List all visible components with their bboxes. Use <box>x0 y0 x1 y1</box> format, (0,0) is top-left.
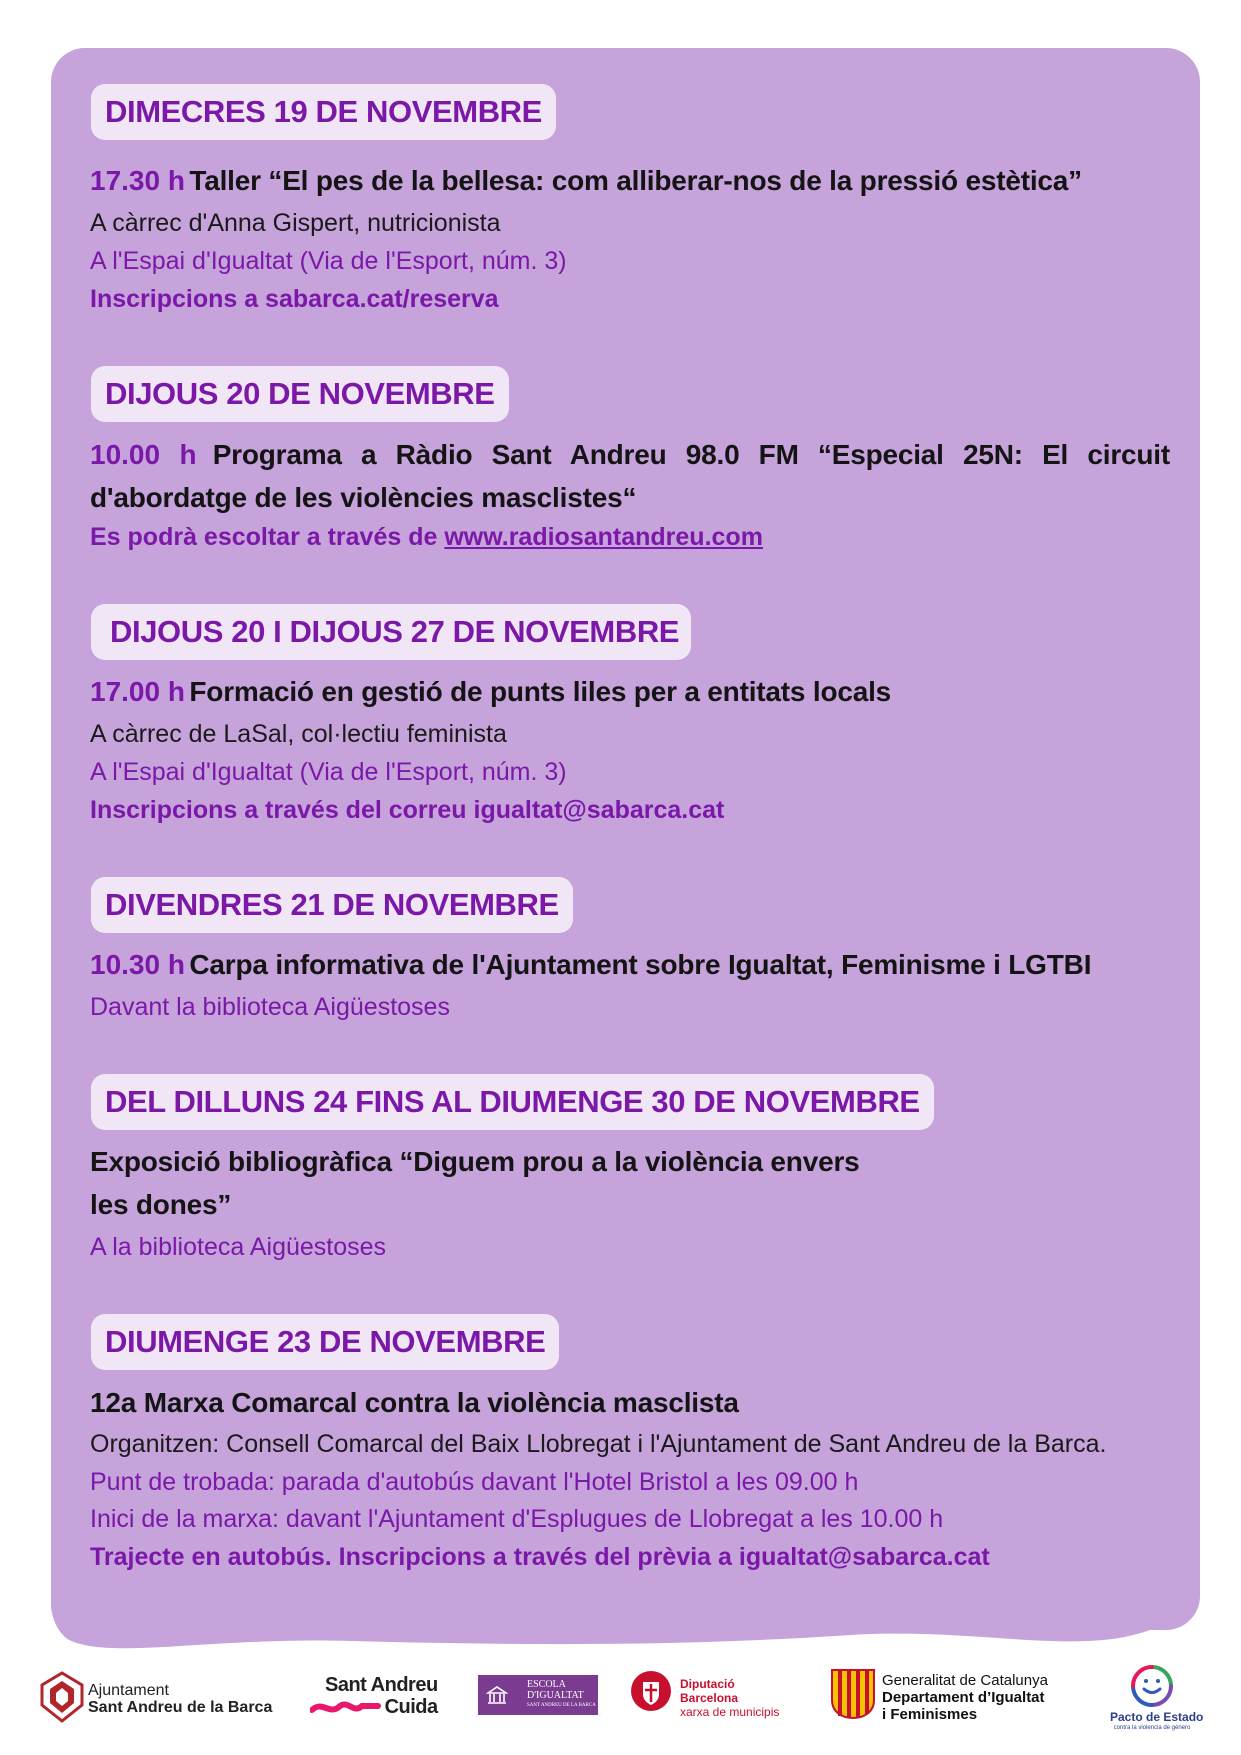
pacto-line1: Pacto de Estado <box>1110 1710 1204 1724</box>
escola-line1: ESCOLA <box>527 1679 566 1690</box>
pacto-estado-circle-icon <box>1128 1663 1176 1709</box>
event-heading <box>90 165 1082 197</box>
escola-igualtat-text <box>527 1679 596 1710</box>
pacto-line2: contra la violencia de género <box>1113 1725 1191 1731</box>
event-heading <box>90 676 891 708</box>
event-organizers: Organitzen: Consell Comarcal del Baix Llobregat i l'Ajuntament de Sant Andreu de la Barca. <box>90 1430 1107 1458</box>
escola-line3: SANT ANDREU DE LA BARCA <box>527 1703 596 1708</box>
event-title-continued: les dones” <box>90 1189 232 1220</box>
date-badge: DIVENDRES 21 DE NOVEMBRE <box>91 877 573 933</box>
event-meeting-point: Punt de trobada: parada d'autobús davant l'Hotel Bristol a les 09.00 h <box>90 1468 859 1496</box>
event-place: A la biblioteca Aigüestoses <box>90 1233 387 1261</box>
event-title: 12a Marxa Comarcal contra la violència masclista <box>90 1387 739 1418</box>
cuida-line1: Sant Andreu <box>325 1674 438 1696</box>
event-time: 17.30 h <box>90 165 185 196</box>
event-start-point: Inici de la marxa: davant l'Ajuntament d'Esplugues de Llobregat a les 10.00 h <box>90 1505 944 1533</box>
ajuntament-shield-icon <box>40 1671 84 1723</box>
panel-wave-bottom <box>51 1585 1200 1665</box>
date-badge: DIJOUS 20 I DIJOUS 27 DE NOVEMBRE <box>91 604 691 660</box>
diputacio-line2: Barcelona <box>680 1691 739 1705</box>
event-title: Programa a Ràdio Sant Andreu 98.0 FM “Especial 25N: El circuit <box>212 439 1170 470</box>
listen-prefix: Es podrà escoltar a través de <box>90 523 445 551</box>
event-time: 10.00 h <box>90 439 197 470</box>
date-badge: DIUMENGE 23 DE NOVEMBRE <box>91 1314 559 1370</box>
generalitat-line2: Departament d’Igualtat <box>882 1689 1045 1706</box>
event-listen <box>90 523 763 552</box>
event-title-continued: d'abordatge de les violències masclistes“ <box>90 482 637 513</box>
diputacio-line3: xarxa de municipis <box>680 1705 780 1719</box>
ajuntament-line2: Sant Andreu de la Barca <box>88 1699 273 1716</box>
event-title: Carpa informativa de l'Ajuntament sobre Igualtat, Feminisme i LGTBI <box>189 949 1092 980</box>
event-title: Exposició bibliogràfica “Diguem prou a la violència envers <box>90 1146 860 1177</box>
event-registration[interactable]: Inscripcions a través del correu igualtat@sabarca.cat <box>90 796 725 824</box>
radio-link[interactable]: www.radiosantandreu.com <box>444 523 763 551</box>
event-registration[interactable]: Inscripcions a sabarca.cat/reserva <box>90 285 499 313</box>
event-time: 17.00 h <box>90 676 185 707</box>
cuida-wave-icon <box>310 1698 382 1718</box>
generalitat-line3: i Feminismes <box>882 1706 978 1723</box>
event-heading <box>90 439 1170 471</box>
event-place: Davant la biblioteca Aigüestoses <box>90 993 450 1021</box>
diputacio-emblem-icon <box>630 1670 672 1712</box>
generalitat-line1: Generalitat de Catalunya <box>882 1672 1048 1689</box>
building-icon <box>486 1684 508 1706</box>
event-speaker: A càrrec de LaSal, col·lectiu feminista <box>90 720 507 748</box>
event-place: A l'Espai d'Igualtat (Via de l'Esport, núm. 3) <box>90 758 567 786</box>
cuida-line2: Cuida <box>384 1696 438 1718</box>
ajuntament-name <box>88 1682 272 1716</box>
date-badge: DEL DILLUNS 24 FINS AL DIUMENGE 30 DE NOVEMBRE <box>91 1074 934 1130</box>
ajuntament-line1: Ajuntament <box>88 1682 169 1699</box>
event-heading <box>90 949 1091 981</box>
event-time: 10.30 h <box>90 949 185 980</box>
event-registration[interactable]: Trajecte en autobús. Inscripcions a través del prèvia a igualtat@sabarca.cat <box>90 1543 990 1571</box>
event-title: Taller “El pes de la bellesa: com alliberar-nos de la pressió estètica” <box>189 165 1082 196</box>
date-badge: DIMECRES 19 DE NOVEMBRE <box>91 84 556 140</box>
diputacio-text <box>680 1677 779 1719</box>
generalitat-text <box>882 1672 1048 1723</box>
event-speaker: A càrrec d'Anna Gispert, nutricionista <box>90 209 501 237</box>
event-place: A l'Espai d'Igualtat (Via de l'Esport, núm. 3) <box>90 247 567 275</box>
pacto-estado-text <box>1110 1710 1204 1732</box>
diputacio-line1: Diputació <box>680 1677 735 1691</box>
escola-line2: D'IGUALTAT <box>527 1690 584 1701</box>
generalitat-senyera-icon <box>830 1668 876 1720</box>
date-badge: DIJOUS 20 DE NOVEMBRE <box>91 366 509 422</box>
event-title: Formació en gestió de punts liles per a entitats locals <box>189 676 892 707</box>
